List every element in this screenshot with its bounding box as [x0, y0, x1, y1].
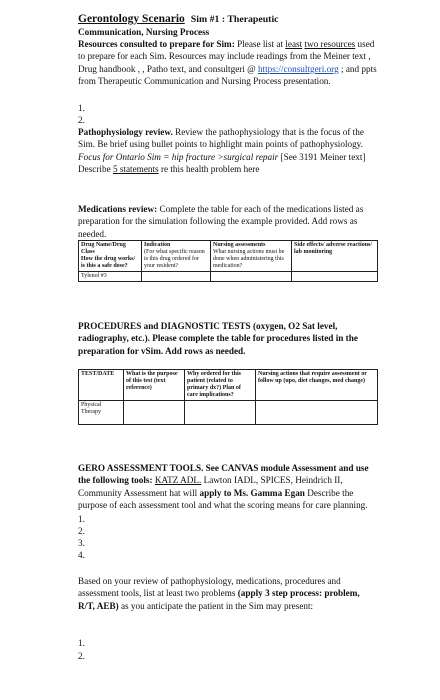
meds-cell-drug[interactable]: Tylenol #3: [79, 272, 142, 282]
meds-header-row: [79, 241, 378, 272]
gero-item-2: 2.: [78, 526, 85, 536]
table-row: [79, 272, 378, 282]
document-title: Gerontology Scenario: [78, 13, 185, 25]
consultgeri-link[interactable]: https://consultgeri.org: [257, 63, 339, 74]
proc-cell-test[interactable]: Physical Therapy: [79, 401, 124, 425]
meds-header-indication-2: (For what specific reason is this drug ordered for your resident?: [144, 249, 205, 269]
meds-cell-indication[interactable]: [142, 272, 211, 282]
proc-header-purpose: What is the purpose of this test (text reference): [124, 370, 185, 401]
meds-header-side-effects-1: Side effects/ adverse reactions/ lab monitoring: [294, 242, 373, 255]
sim-label: Sim #1 : Therapeutic: [190, 14, 279, 25]
medications-table: [78, 240, 378, 282]
meds-paragraph: [78, 203, 378, 240]
meds-header-nursing-1: Nursing assessments: [213, 242, 266, 248]
resources-paragraph: [78, 38, 378, 88]
meds-header-indication: [142, 241, 211, 272]
meds-cell-side-effects[interactable]: [292, 272, 378, 282]
review-item-1: 1.: [78, 638, 85, 648]
gero-item-3: 3.: [78, 538, 85, 548]
resources-text-3: ; and ppts from Therapeutic Communication and Nursing Process presentation.: [78, 63, 377, 87]
patho-paragraph: [78, 126, 378, 176]
review-bold: (apply 3 step process: problem, R/T, AEB): [78, 588, 360, 611]
title-line: [78, 12, 279, 27]
proc-cell-nursing[interactable]: [256, 401, 378, 425]
meds-header-nursing: [211, 241, 292, 272]
procedures-paragraph: PROCEDURES and DIAGNOSTIC TESTS (oxygen, O2 Sat level, radiography, etc.). Please complete the table for procedures listed in the preparation for vSim. Add rows as needed.: [78, 321, 358, 356]
table-row: [79, 401, 378, 425]
meds-cell-nursing[interactable]: [211, 272, 292, 282]
patho-describe: Describe: [78, 164, 113, 175]
review-text-1: Based on your review of pathophysiology, medications, procedures and assessment tools, list at least two problems: [78, 576, 341, 599]
resources-text-1: Please list at: [234, 39, 286, 49]
apply-to-patient: apply to Ms. Gamma Egan: [199, 487, 305, 498]
gero-paragraph: [78, 462, 378, 512]
least-underlined: least: [285, 39, 303, 49]
meds-header-drug-2: How the drug works/ is this a safe dose?: [81, 256, 136, 269]
proc-header-why: Why ordered for this patient (related to primary dx?) Plan of care implications?: [185, 370, 256, 401]
meds-header-side-effects: [292, 241, 378, 272]
proc-cell-why[interactable]: [185, 401, 256, 425]
resources-label: Resources consulted to prepare for Sim:: [78, 39, 235, 49]
meds-header-indication-1: Indication: [144, 242, 171, 248]
meds-header-drug: [79, 241, 142, 272]
procedures-table: [78, 369, 378, 425]
meds-label: Medications review:: [78, 204, 158, 214]
patho-label: Pathophysiology review.: [78, 127, 173, 137]
proc-header-test: TEST/DATE: [79, 370, 124, 401]
gero-item-4: 4.: [78, 550, 85, 560]
five-statements: 5 statements: [112, 164, 159, 175]
meds-header-nursing-2: What nursing actions must be done when administering this medication?: [213, 249, 285, 269]
proc-cell-purpose[interactable]: [124, 401, 185, 425]
procedures-header-row: [79, 370, 378, 401]
gero-item-1: 1.: [78, 514, 85, 524]
patho-text-2: [See 3191 Meiner text]: [278, 151, 366, 162]
meds-header-drug-1: Drug Name/Drug Class: [81, 242, 126, 255]
gero-text-1: Lawton IADL, SPICES, Heindrich II, Community Assessment hat will: [78, 475, 343, 498]
katz-underlined: KATZ ADL.: [154, 475, 202, 486]
patho-describe-end: re this health problem here: [158, 164, 260, 175]
review-item-2: 2.: [78, 651, 85, 661]
patho-text-1: Review the pathophysiology that is the focus of the Sim. Be brief using bullet points to highlight main points of pathophysiology.: [78, 127, 364, 150]
patho-focus-italic: Focus for Ontario Sim = hip fracture >surgical repair: [78, 151, 279, 162]
review-paragraph: [78, 575, 378, 612]
resources-text-2: used to prepare for each Sim. Resources may include readings from the Meiner text , Drug handbook , , Patho text, and consultgeri @: [78, 39, 375, 74]
resources-item-2: 2.: [78, 115, 85, 125]
resources-item-1: 1.: [78, 103, 85, 113]
gero-text-2: Describe the purpose of each assessment tool and what the scoring means for care planning.: [78, 487, 368, 511]
two-resources-underlined: two resources: [304, 39, 356, 49]
proc-header-nursing: Nursing actions that require assessment or follow up (upo, diet changes, med change): [256, 370, 378, 401]
review-text-2: as you anticipate the patient in the Sim may present:: [118, 600, 314, 611]
meds-text: Complete the table for each of the medications listed as preparation for the simulation following the example provided. Add rows as needed.: [78, 204, 364, 239]
subtitle: Communication, Nursing Process: [78, 27, 210, 37]
gero-label: GERO ASSESSMENT TOOLS. See CANVAS module Assessment and use the following tools:: [78, 463, 369, 486]
